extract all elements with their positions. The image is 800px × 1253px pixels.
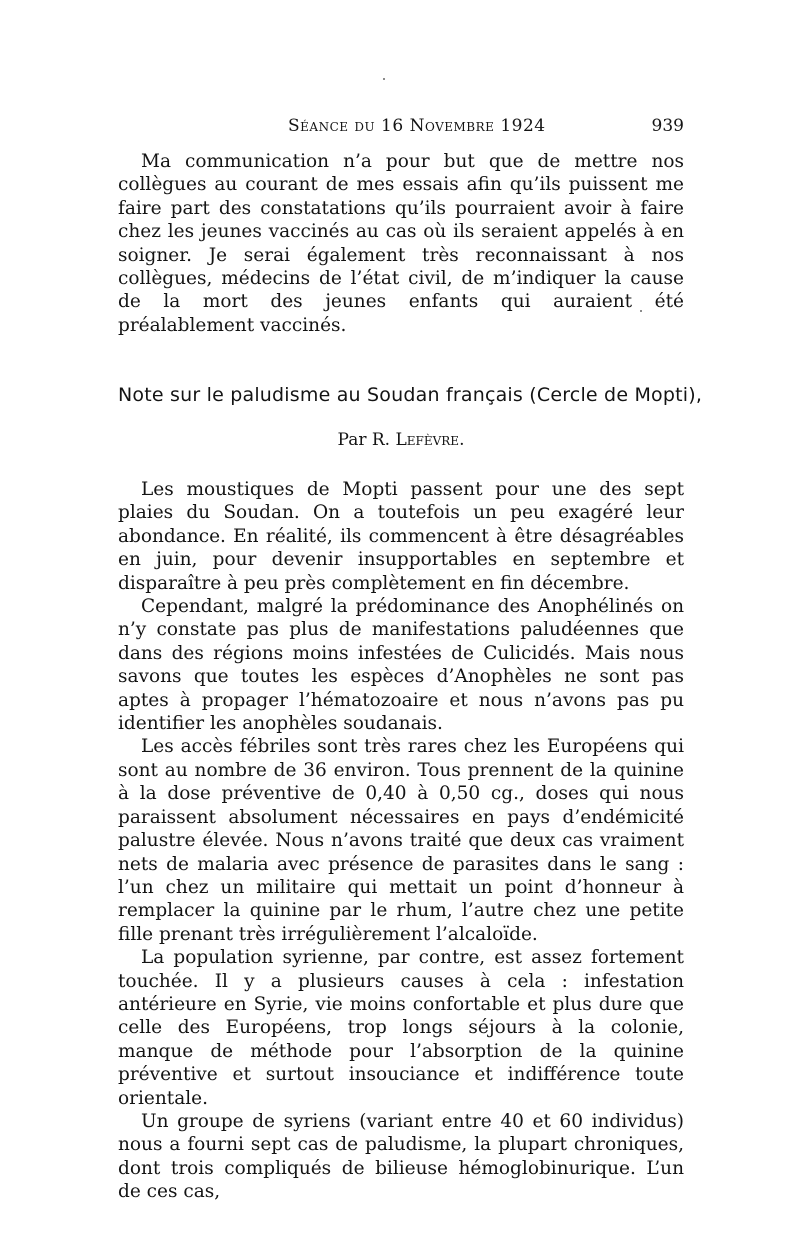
article-body [118, 478, 684, 1204]
body-paragraph: Un groupe de syriens (variant entre 40 et 60 individus) nous a fourni sept cas de paludisme, la plupart chroniques, dont trois compliqués de bilieuse hémoglobinurique. L’un de ces cas, [118, 1110, 684, 1203]
running-head: Séance du 16 Novembre 1924 [288, 116, 546, 136]
article-title: Note sur le paludisme au Soudan français (Cercle de Mopti), [118, 384, 703, 406]
body-paragraph: Les accès fébriles sont très rares chez les Européens qui sont au nombre de 36 environ. Tous prennent de la quinine à la dose préventive de 0,40 à 0,50 cg., doses qui nous paraissent absolument nécessaires en pays d’endémicité palustre élevée. Nous n’avons traité que deux cas vraiment nets de malaria avec présence de parasites dans le sang : l’un chez un militaire qui mettait un point d’honneur à remplacer la quinine par le rhum, l’autre chez une petite fille prenant très irrégulièrement l’alcaloïde. [118, 736, 684, 945]
body-paragraph: Cependant, malgré la prédominance des Anophélinés on n’y constate pas plus de manifestations paludéennes que dans des régions moins infestées de Culicidés. Mais nous savons que toutes les espèces d’Anophèles ne sont pas aptes à propager l’hématozoaire et nous n’avons pas pu identifier les anophèles soudanais. [118, 596, 684, 735]
print-speck [383, 78, 385, 80]
page-number: 939 [651, 116, 684, 136]
byline-prefix: Par [337, 430, 367, 450]
body-paragraph: Les moustiques de Mopti passent pour une des sept plaies du Soudan. On a toutefois un peu exagéré leur abondance. En réalité, ils commencent à être désagréables en juin, pour devenir insupportables en septembre et disparaître à peu près complètement en fin décembre. [118, 479, 684, 594]
author-name: R. Lefèvre. [371, 430, 465, 450]
intro-text [118, 150, 684, 337]
body-paragraph: La population syrienne, par contre, est assez fortement touchée. Il y a plusieurs causes à cela : infestation antérieure en Syrie, vie moins confortable et plus dure que celle des Européens, trop longs séjours à la colonie, manque de méthode pour l’absorption de la quinine préventive et surtout insouciance et indifférence toute orientale. [118, 947, 684, 1109]
intro-paragraph: Ma communication n’a pour but que de mettre nos collègues au courant de mes essais afin qu’ils puissent me faire part des constatations qu’ils pourraient avoir à faire chez les jeunes vaccinés au cas où ils seraient appelés à en soigner. Je serai également très reconnaissant à nos collègues, médecins de l’état civil, de m’indiquer la cause de la mort des jeunes enfants qui auraient été préalablement vaccinés. [118, 151, 684, 336]
byline [118, 430, 684, 450]
